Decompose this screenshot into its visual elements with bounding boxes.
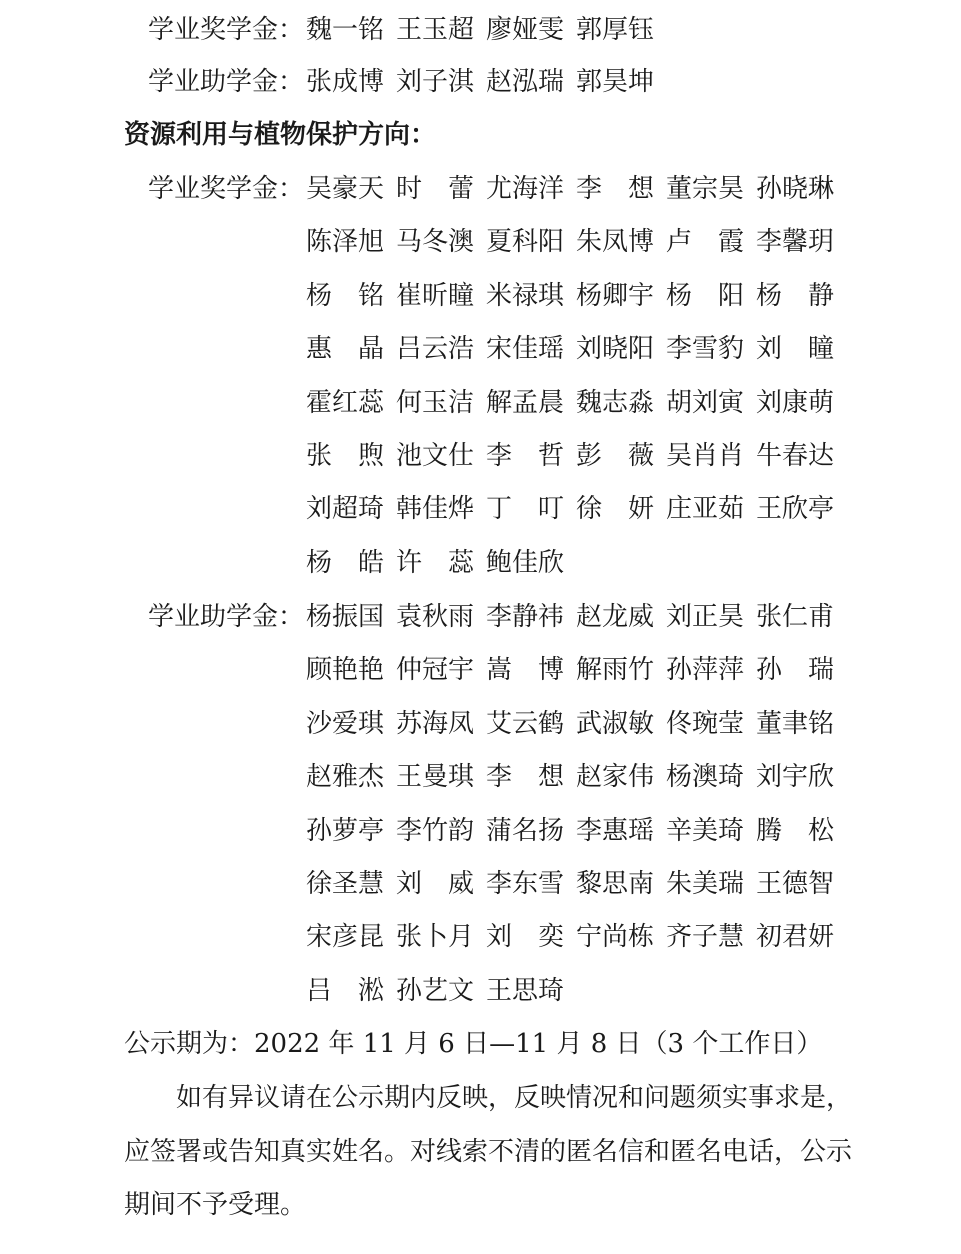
name-entry: 廖娅雯	[486, 15, 565, 45]
name-entry: 李惠瑶	[576, 816, 655, 846]
name-entry: 王德智	[756, 869, 835, 899]
name-entry: 卢 霞	[666, 227, 745, 257]
name-entry: 李 想	[576, 174, 655, 204]
name-entry: 米禄琪	[486, 281, 565, 311]
name-entry: 刘 奕	[486, 922, 565, 952]
name-entry: 杨 阳	[666, 281, 745, 311]
name-entry: 吕 淞	[306, 976, 385, 1006]
name-entry: 刘 威	[396, 869, 475, 899]
name-entry: 杨 静	[756, 281, 835, 311]
notice-paragraph-1: 如有异议请在公示期内反映，反映情况和问题须实事求是，	[176, 1083, 853, 1113]
name-entry: 鲍佳欣	[486, 548, 565, 578]
name-entry: 解雨竹	[576, 655, 655, 685]
name-entry: 魏志淼	[576, 388, 655, 418]
name-entry: 李竹韵	[396, 816, 475, 846]
name-entry: 董聿铭	[756, 709, 835, 739]
name-entry: 魏一铭	[306, 15, 385, 45]
name-entry: 刘正昊	[666, 602, 745, 632]
name-entry: 徐圣慧	[306, 869, 385, 899]
prev-scholarship-label: 学业奖学金：	[148, 15, 305, 45]
name-entry: 腾 松	[756, 816, 835, 846]
names-group	[306, 331, 846, 367]
names-group	[306, 438, 846, 474]
name-entry: 张仁甫	[756, 602, 835, 632]
name-entry: 佟琬莹	[666, 709, 745, 739]
name-entry: 刘超琦	[306, 494, 385, 524]
name-entry: 孙 瑞	[756, 655, 835, 685]
name-entry: 孙萍萍	[666, 655, 745, 685]
section-heading: 资源利用与植物保护方向：	[124, 120, 437, 150]
name-entry: 沙爱琪	[306, 709, 385, 739]
name-entry: 董宗昊	[666, 174, 745, 204]
prev-grant-names	[306, 64, 666, 100]
names-group	[306, 599, 846, 635]
names-group	[306, 491, 846, 527]
name-entry: 赵家伟	[576, 762, 655, 792]
name-entry: 顾艳艳	[306, 655, 385, 685]
name-entry: 郭厚钰	[576, 15, 655, 45]
name-entry: 宋彦昆	[306, 922, 385, 952]
name-entry: 王玉超	[396, 15, 475, 45]
name-entry: 牛春达	[756, 441, 835, 471]
name-entry: 何玉洁	[396, 388, 475, 418]
name-entry: 马冬澳	[396, 227, 475, 257]
name-entry: 吴肖肖	[666, 441, 745, 471]
names-group	[306, 759, 846, 795]
grant-label: 学业助学金：	[148, 602, 305, 632]
name-entry: 孙萝亭	[306, 816, 385, 846]
name-entry: 张 煦	[306, 441, 385, 471]
name-entry: 王思琦	[486, 976, 565, 1006]
name-entry: 李馨玥	[756, 227, 835, 257]
names-group	[306, 652, 846, 688]
name-entry: 赵泓瑞	[486, 67, 565, 97]
name-entry: 徐 妍	[576, 494, 655, 524]
name-entry: 彭 薇	[576, 441, 655, 471]
name-entry: 胡刘寅	[666, 388, 745, 418]
name-entry: 赵龙威	[576, 602, 655, 632]
names-group	[306, 866, 846, 902]
name-entry: 郭昊坤	[576, 67, 655, 97]
name-entry: 孙艺文	[396, 976, 475, 1006]
name-entry: 李静祎	[486, 602, 565, 632]
name-entry: 崔昕瞳	[396, 281, 475, 311]
names-group	[306, 919, 846, 955]
notice-period: 公示期为：2022 年 11 月 6 日—11 月 8 日（3 个工作日）	[124, 1029, 823, 1059]
name-entry: 许 蕊	[396, 548, 475, 578]
name-entry: 李雪豹	[666, 334, 745, 364]
name-entry: 刘康萌	[756, 388, 835, 418]
name-entry: 吕云浩	[396, 334, 475, 364]
name-entry: 艾云鹤	[486, 709, 565, 739]
name-entry: 陈泽旭	[306, 227, 385, 257]
name-entry: 张卜月	[396, 922, 475, 952]
name-entry: 齐子慧	[666, 922, 745, 952]
name-entry: 丁 叮	[486, 494, 565, 524]
name-entry: 惠 晶	[306, 334, 385, 364]
name-entry: 初君妍	[756, 922, 835, 952]
notice-paragraph-2: 应签署或告知真实姓名。对线索不清的匿名信和匿名电话，公示	[124, 1137, 853, 1167]
names-group	[306, 385, 846, 421]
name-entry: 时 蕾	[396, 174, 475, 204]
name-entry: 池文仕	[396, 441, 475, 471]
name-entry: 张成博	[306, 67, 385, 97]
prev-grant-label: 学业助学金：	[148, 67, 305, 97]
scholarship-label: 学业奖学金：	[148, 174, 305, 204]
name-entry: 黎思南	[576, 869, 655, 899]
name-entry: 李东雪	[486, 869, 565, 899]
name-entry: 霍红蕊	[306, 388, 385, 418]
name-entry: 尤海洋	[486, 174, 565, 204]
name-entry: 武淑敏	[576, 709, 655, 739]
name-entry: 宋佳瑶	[486, 334, 565, 364]
name-entry: 赵雅杰	[306, 762, 385, 792]
names-group	[306, 813, 846, 849]
name-entry: 解孟晨	[486, 388, 565, 418]
name-entry: 苏海凤	[396, 709, 475, 739]
name-entry: 宁尚栋	[576, 922, 655, 952]
names-group	[306, 545, 576, 581]
name-entry: 杨卿宇	[576, 281, 655, 311]
name-entry: 韩佳烨	[396, 494, 475, 524]
name-entry: 杨 皓	[306, 548, 385, 578]
name-entry: 庄亚茹	[666, 494, 745, 524]
name-entry: 嵩 博	[486, 655, 565, 685]
name-entry: 仲冠宇	[396, 655, 475, 685]
names-group	[306, 224, 846, 260]
names-group	[306, 706, 846, 742]
name-entry: 吴豪天	[306, 174, 385, 204]
name-entry: 刘宇欣	[756, 762, 835, 792]
name-entry: 袁秋雨	[396, 602, 475, 632]
names-group	[306, 973, 576, 1009]
name-entry: 辛美琦	[666, 816, 745, 846]
name-entry: 夏科阳	[486, 227, 565, 257]
names-group	[306, 171, 846, 207]
notice-paragraph-3: 期间不予受理。	[124, 1190, 307, 1220]
name-entry: 王欣亭	[756, 494, 835, 524]
name-entry: 刘子淇	[396, 67, 475, 97]
name-entry: 杨振国	[306, 602, 385, 632]
name-entry: 杨澳琦	[666, 762, 745, 792]
name-entry: 朱美瑞	[666, 869, 745, 899]
name-entry: 孙晓琳	[756, 174, 835, 204]
name-entry: 李 哲	[486, 441, 565, 471]
name-entry: 刘 瞳	[756, 334, 835, 364]
prev-scholarship-names	[306, 12, 666, 48]
name-entry: 王曼琪	[396, 762, 475, 792]
name-entry: 朱凤博	[576, 227, 655, 257]
name-entry: 刘晓阳	[576, 334, 655, 364]
name-entry: 杨 铭	[306, 281, 385, 311]
names-group	[306, 278, 846, 314]
name-entry: 蒲名扬	[486, 816, 565, 846]
name-entry: 李 想	[486, 762, 565, 792]
